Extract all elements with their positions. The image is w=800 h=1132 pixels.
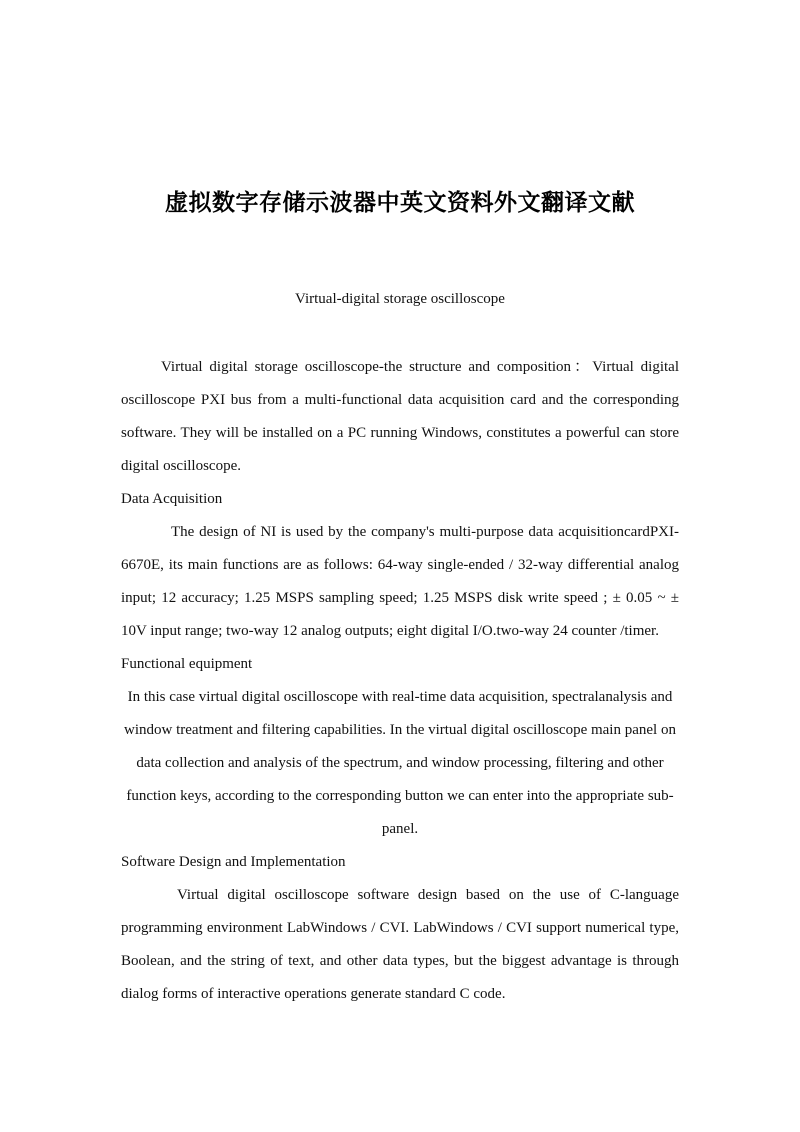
- document-title: 虚拟数字存储示波器中英文资料外文翻译文献: [165, 190, 635, 216]
- section-heading-data-acquisition: Data Acquisition: [121, 491, 223, 507]
- document-page: [121, 0, 679, 1132]
- intro-paragraph: Virtual digital storage oscilloscope-the structure and composition：Virtual digital oscilloscope PXI bus from a multi-functional data acquisition card and the corresponding software. They will be installed on a PC running Windows, constitutes a powerful can store digital oscilloscope.: [121, 359, 679, 474]
- functional-equipment-paragraph: In this case virtual digital oscilloscope with real-time data acquisition, spectralanalysis and window treatment and filtering capabilities. In the virtual digital oscilloscope main panel on data collection and analysis of the spectrum, and window processing, filtering and other function keys, according to the corresponding button we can enter into the appropriate sub-panel.: [124, 689, 676, 837]
- data-acquisition-paragraph: The design of NI is used by the company's multi-purpose data acquisitioncardPXI-6670E, its main functions are as follows: 64-way single-ended / 32-way differential analog input; 12 accuracy; 1.25 MSPS sampling speed; 1.25 MSPS disk write speed ; ± 0.05 ~ ± 10V input range; two-way 12 analog outputs; eight digital I/O.two-way 24 counter /timer.: [121, 524, 679, 639]
- section-heading-functional-equipment: Functional equipment: [121, 656, 253, 672]
- document-body: [121, 351, 679, 1011]
- software-design-paragraph: Virtual digital oscilloscope software design based on the use of C-language programming environment LabWindows / CVI. LabWindows / CVI support numerical type, Boolean, and the string of text, and other data types, but the biggest advantage is through dialog forms of interactive operations generate standard C code.: [121, 887, 679, 1002]
- section-heading-software-design: Software Design and Implementation: [121, 854, 346, 870]
- document-subtitle: Virtual-digital storage oscilloscope: [295, 291, 505, 307]
